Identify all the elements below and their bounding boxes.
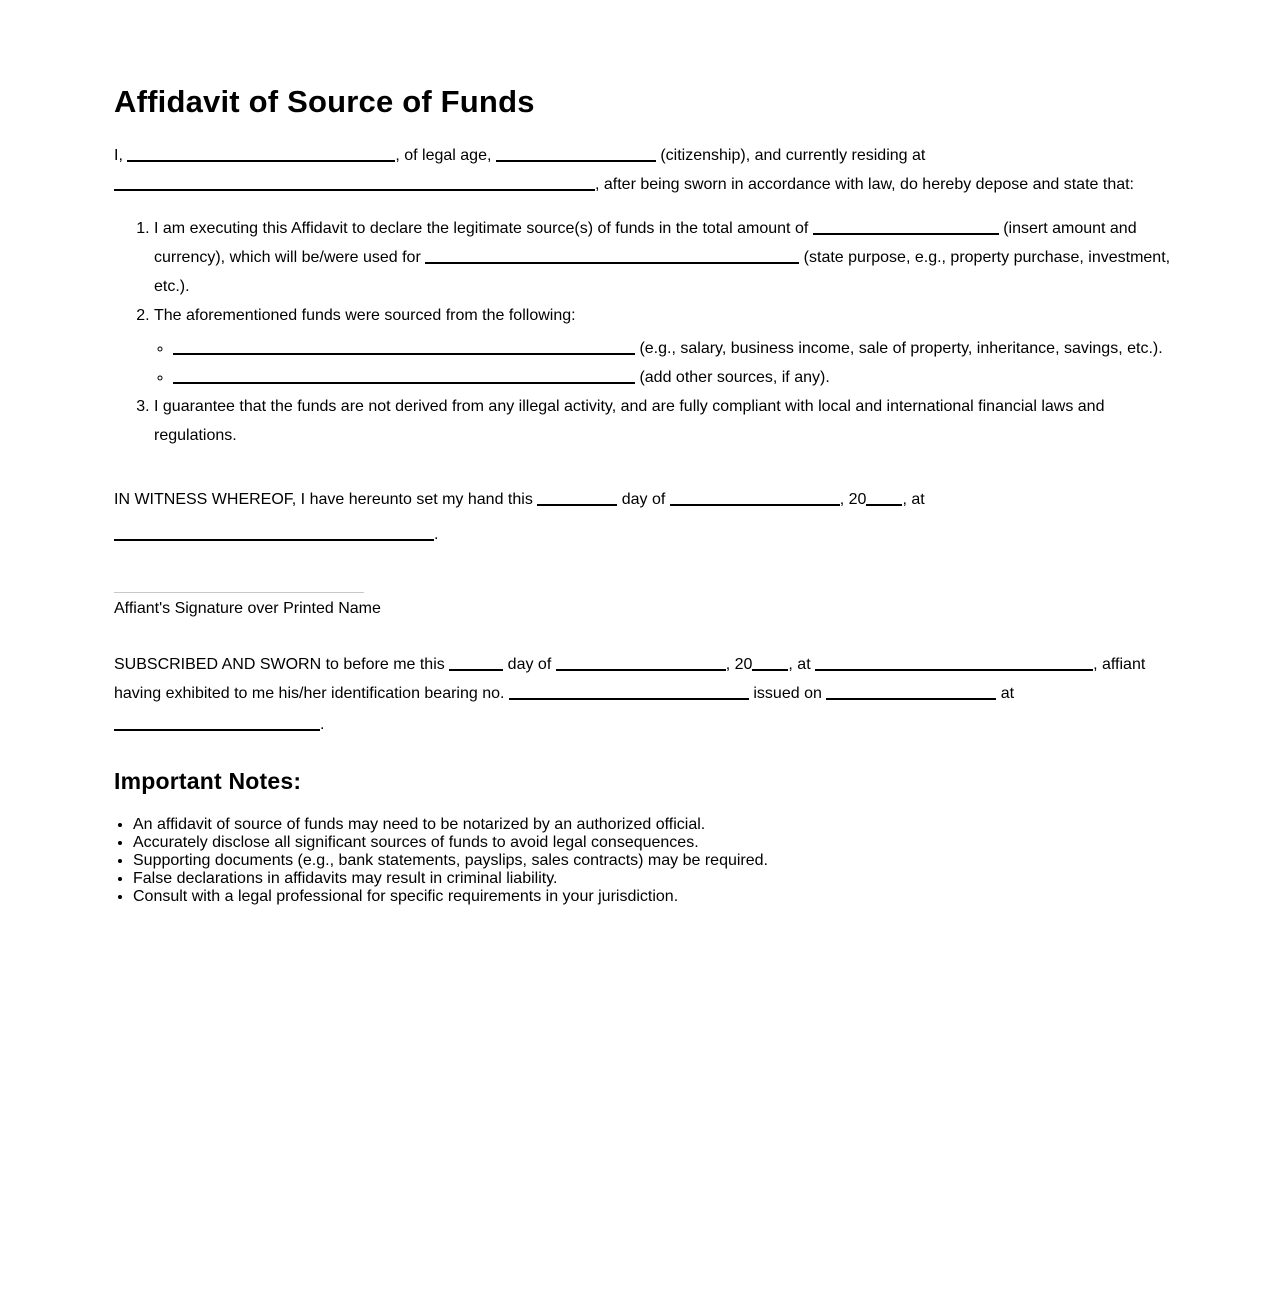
intro-text: , of legal age, xyxy=(395,147,492,164)
witness-text: , at xyxy=(902,491,925,508)
sworn-text: , affiant xyxy=(1093,656,1146,673)
witness-day-blank[interactable] xyxy=(537,488,617,506)
sworn-line-1 xyxy=(114,650,1145,679)
item-text: (add other sources, if any). xyxy=(639,369,830,386)
issued-at-blank[interactable] xyxy=(114,713,320,731)
sources-list xyxy=(154,334,1184,392)
page-title: Affidavit of Source of Funds xyxy=(114,84,535,119)
sworn-month-blank[interactable] xyxy=(556,653,726,671)
citizenship-blank[interactable] xyxy=(496,144,656,162)
witness-place-blank[interactable] xyxy=(114,523,434,541)
witness-text: IN WITNESS WHEREOF, I have hereunto set my hand this xyxy=(114,491,533,508)
item-text: I am executing this Affidavit to declare the legitimate source(s) of funds in the total amount of xyxy=(154,220,809,237)
witness-month-blank[interactable] xyxy=(670,488,840,506)
witness-line-1 xyxy=(114,485,925,514)
sworn-text: issued on xyxy=(753,685,822,702)
intro-line-2 xyxy=(114,170,1134,199)
sworn-text: , at xyxy=(788,656,811,673)
intro-text: , after being sworn in accordance with law, do hereby depose and state that: xyxy=(595,176,1134,193)
note-item: • False declarations in affidavits may result in criminal liability. xyxy=(133,870,768,888)
note-item: • An affidavit of source of funds may need to be notarized by an authorized official. xyxy=(133,816,768,834)
witness-line-2 xyxy=(114,520,925,549)
sworn-place-blank[interactable] xyxy=(815,653,1093,671)
declaration-item-1 xyxy=(154,214,1184,301)
id-number-blank[interactable] xyxy=(509,682,749,700)
note-item: • Consult with a legal professional for specific requirements in your jurisdiction. xyxy=(133,888,768,906)
item-text: (state purpose, e.g., property purchase, investment, etc.). xyxy=(154,249,1171,295)
sworn-day-blank[interactable] xyxy=(449,653,503,671)
notes-heading: Important Notes: xyxy=(114,768,302,794)
declaration-list xyxy=(114,214,1184,450)
sworn-paragraph xyxy=(114,650,1145,739)
witness-text: , 20 xyxy=(839,491,867,508)
intro-paragraph xyxy=(114,141,1134,199)
signature-line[interactable] xyxy=(114,592,364,593)
source-blank-1[interactable] xyxy=(173,337,635,355)
intro-text: I, xyxy=(114,147,123,164)
item-text: (insert amount and currency), which will be/were used for xyxy=(154,220,1137,266)
name-blank[interactable] xyxy=(127,144,395,162)
source-blank-2[interactable] xyxy=(173,366,635,384)
witness-year-blank[interactable] xyxy=(866,488,902,506)
source-item xyxy=(173,363,1184,392)
item-text: The aforementioned funds were sourced from the following: xyxy=(154,307,576,324)
sworn-text: . xyxy=(320,716,325,733)
note-item: • Supporting documents (e.g., bank statements, payslips, sales contracts) may be required. xyxy=(133,852,768,870)
item-text: (e.g., salary, business income, sale of property, inheritance, savings, etc.). xyxy=(639,340,1163,357)
sworn-text: having exhibited to me his/her identification bearing no. xyxy=(114,685,505,702)
declaration-item-2 xyxy=(154,301,1184,392)
amount-blank[interactable] xyxy=(813,217,999,235)
sworn-year-blank[interactable] xyxy=(752,653,788,671)
witness-paragraph xyxy=(114,485,925,549)
sworn-text: SUBSCRIBED AND SWORN to before me this xyxy=(114,656,445,673)
sworn-line-2 xyxy=(114,679,1145,708)
declaration-item-3 xyxy=(154,392,1184,450)
sworn-text: day of xyxy=(507,656,552,673)
sworn-line-3 xyxy=(114,710,1145,739)
issued-on-blank[interactable] xyxy=(826,682,996,700)
witness-text: . xyxy=(434,526,439,543)
residence-blank[interactable] xyxy=(114,173,595,191)
purpose-blank[interactable] xyxy=(425,246,799,264)
signature-label: Affiant's Signature over Printed Name xyxy=(114,600,381,617)
witness-text: day of xyxy=(621,491,666,508)
sworn-text: at xyxy=(1000,685,1015,702)
notes-list xyxy=(114,816,768,906)
item-text: I guarantee that the funds are not derived from any illegal activity, and are fully compliant with local and international financial laws and regulations. xyxy=(154,398,1105,444)
intro-line-1 xyxy=(114,141,1134,170)
note-item: • Accurately disclose all significant sources of funds to avoid legal consequences. xyxy=(133,834,768,852)
intro-text: (citizenship), and currently residing at xyxy=(660,147,926,164)
source-item xyxy=(173,334,1184,363)
sworn-text: , 20 xyxy=(725,656,753,673)
